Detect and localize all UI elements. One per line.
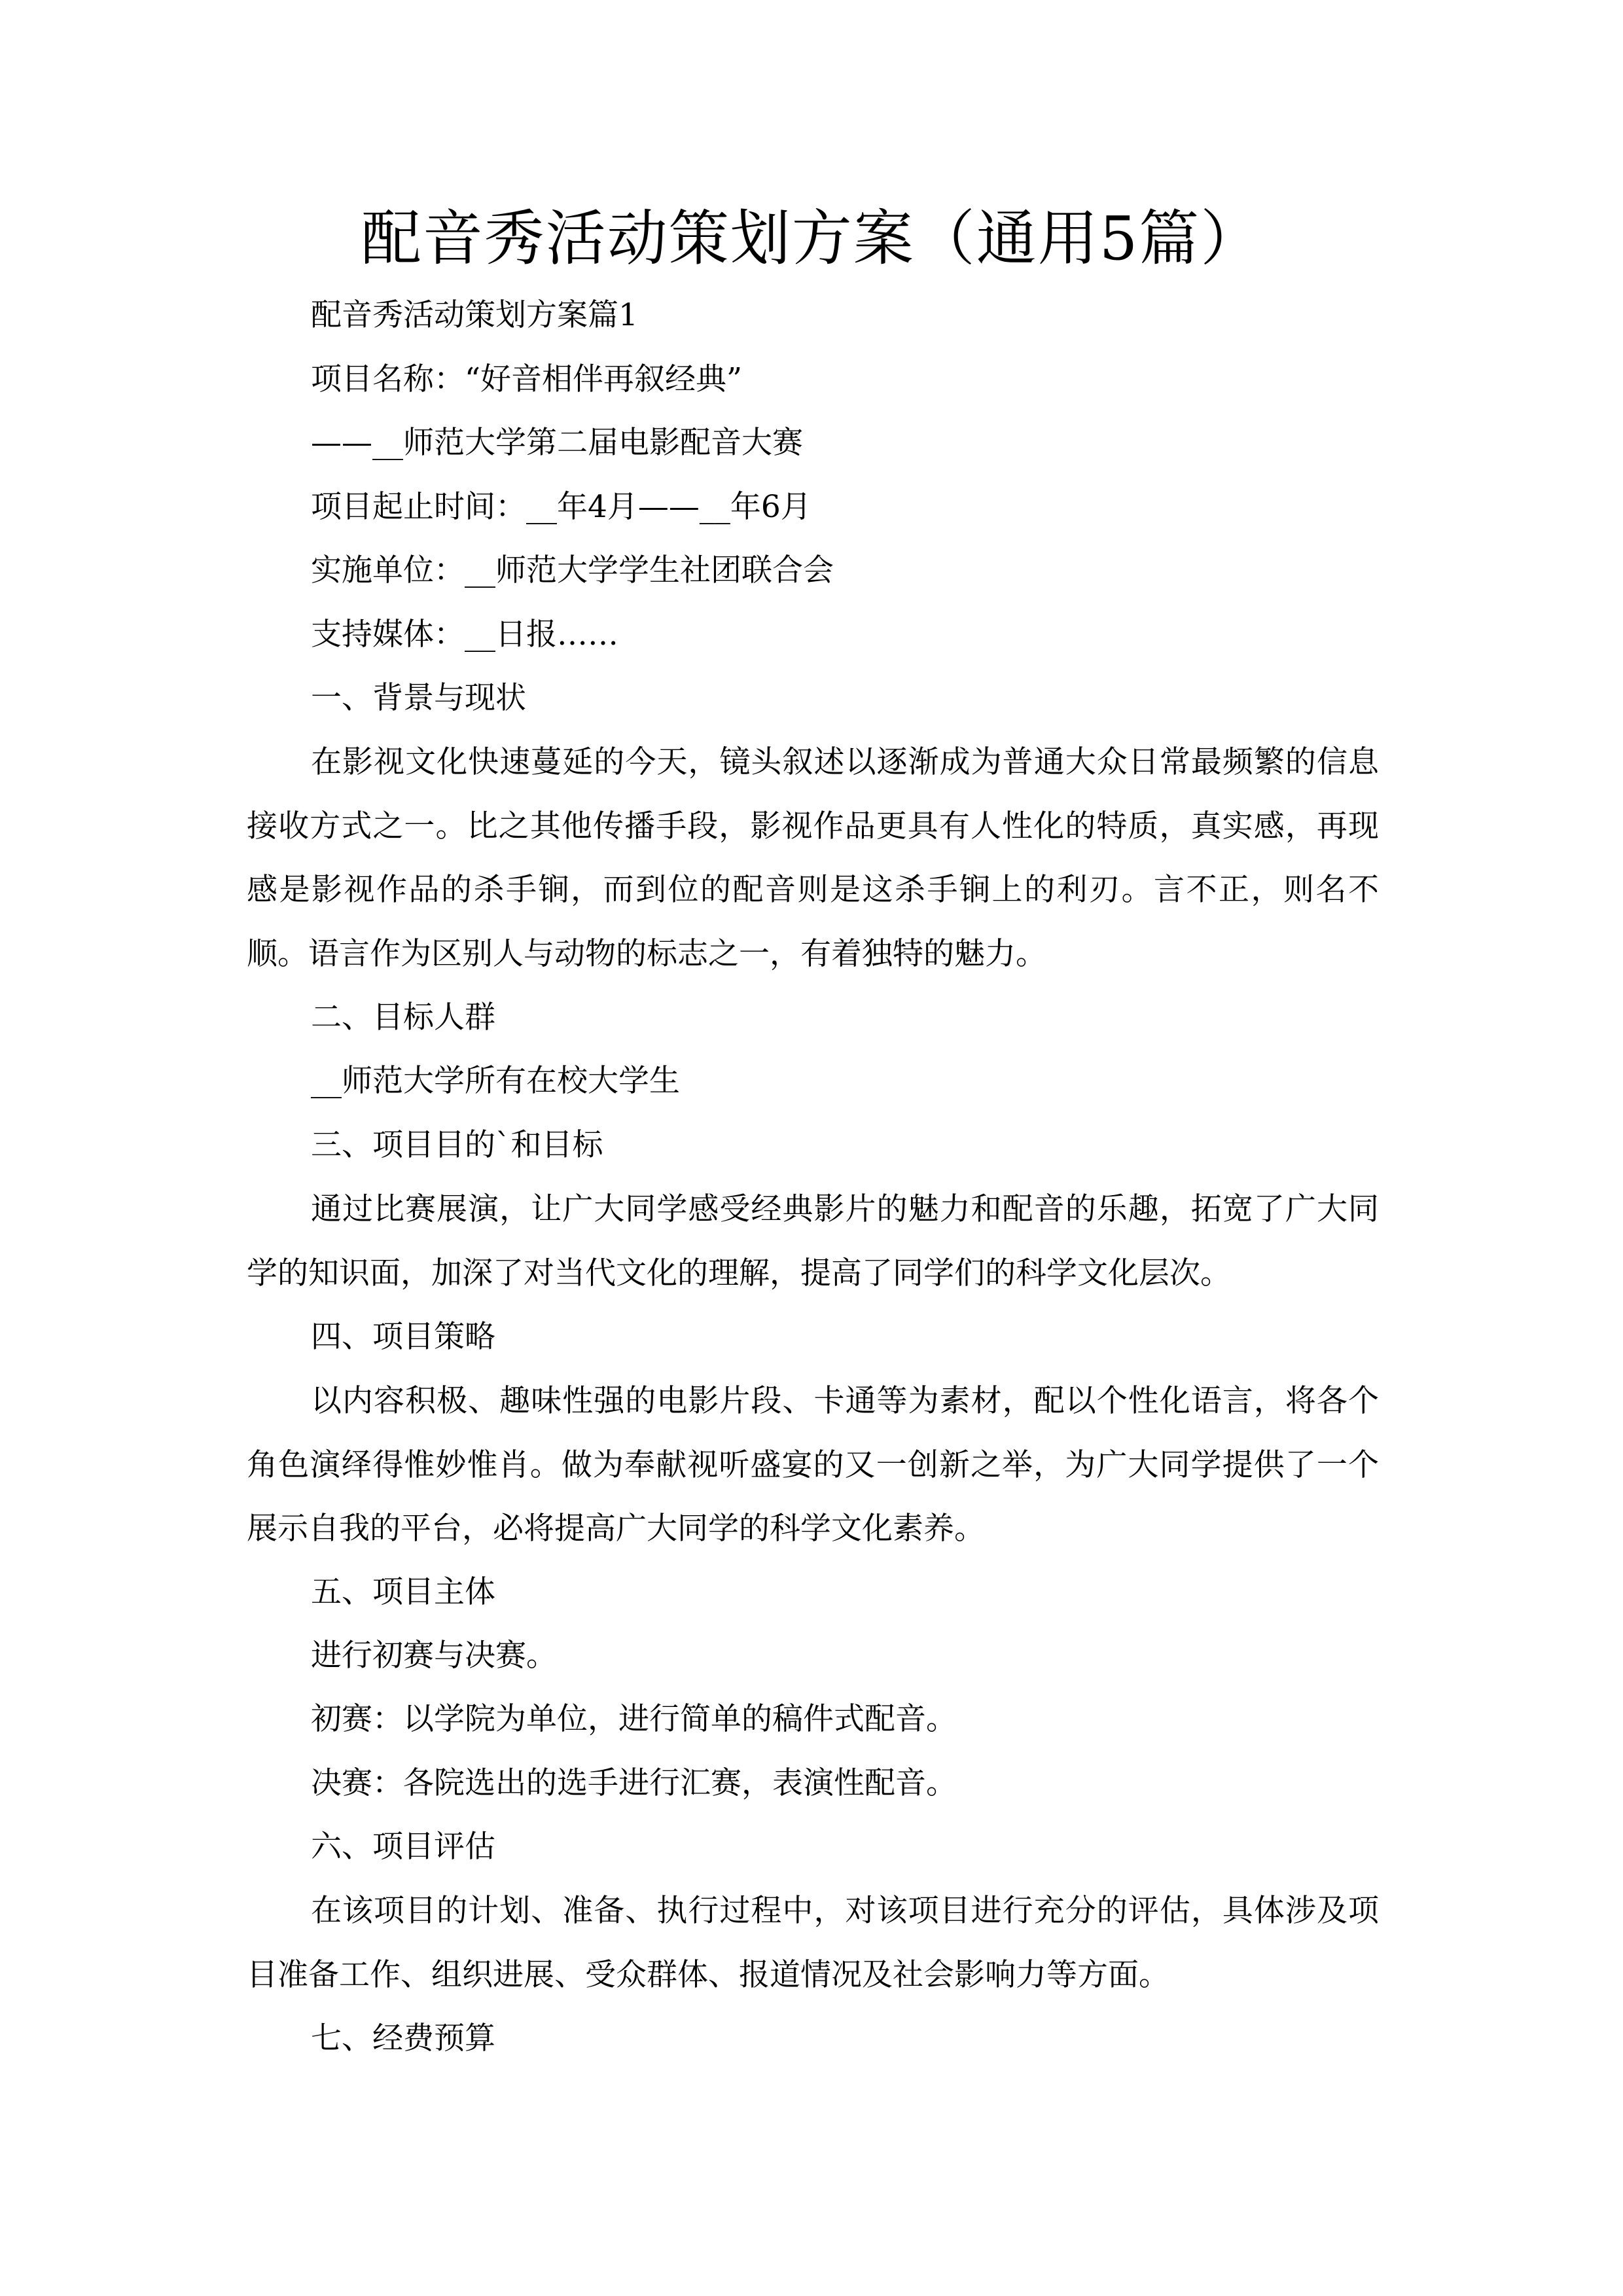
project-body-line-1: 进行初赛与决赛。	[311, 1638, 557, 1674]
paragraph-target-audience: __师范大学所有在校大学生	[311, 1063, 680, 1099]
project-subtitle: ——__师范大学第二届电影配音大赛	[311, 425, 803, 461]
paragraph-evaluation: 在该项目的计划、准备、执行过程中，对该项目进行充分的评估，具体涉及项目准备工作、组织进展、受众群体、报道情况及社会影响力等方面。	[247, 1893, 1379, 1993]
heading-budget: 七、经费预算	[311, 2020, 495, 2056]
heading-objectives: 三、项目目的`和目标	[311, 1127, 603, 1163]
project-period: 项目起止时间：__年4月——__年6月	[311, 489, 812, 525]
paragraph-objectives: 通过比赛展演，让广大同学感受经典影片的魅力和配音的乐趣，拓宽了广大同学的知识面，加深了对当代文化的理解，提高了同学们的科学文化层次。	[247, 1191, 1379, 1291]
project-body-line-2: 初赛：以学院为单位，进行简单的稿件式配音。	[311, 1701, 957, 1737]
section-heading: 配音秀活动策划方案篇1	[311, 297, 638, 333]
project-organizer: 实施单位：__师范大学学生社团联合会	[311, 552, 834, 588]
project-name: 项目名称：“好音相伴再叙经典”	[311, 361, 743, 397]
heading-evaluation: 六、项目评估	[311, 1829, 495, 1865]
heading-strategy: 四、项目策略	[311, 1319, 495, 1355]
paragraph-strategy: 以内容积极、趣味性强的电影片段、卡通等为素材，配以个性化语言，将各个角色演绎得惟妙惟肖。做为奉献视听盛宴的又一创新之举，为广大同学提供了一个展示自我的平台，必将提高广大同学的科学文化素养。	[247, 1383, 1379, 1547]
project-media: 支持媒体：__日报……	[311, 617, 618, 653]
heading-target-audience: 二、目标人群	[311, 999, 495, 1035]
heading-project-body: 五、项目主体	[311, 1574, 495, 1610]
document-title: 配音秀活动策划方案（通用5篇）	[361, 204, 1262, 274]
heading-background: 一、背景与现状	[311, 680, 526, 716]
paragraph-background: 在影视文化快速蔓延的今天，镜头叙述以逐渐成为普通大众日常最频繁的信息接收方式之一。比之其他传播手段，影视作品更具有人性化的特质，真实感，再现感是影视作品的杀手锏，而到位的配音则是这杀手锏上的利刃。言不正，则名不顺。语言作为区别人与动物的标志之一，有着独特的魅力。	[247, 744, 1379, 972]
project-body-line-3: 决赛：各院选出的选手进行汇赛，表演性配音。	[311, 1765, 957, 1801]
